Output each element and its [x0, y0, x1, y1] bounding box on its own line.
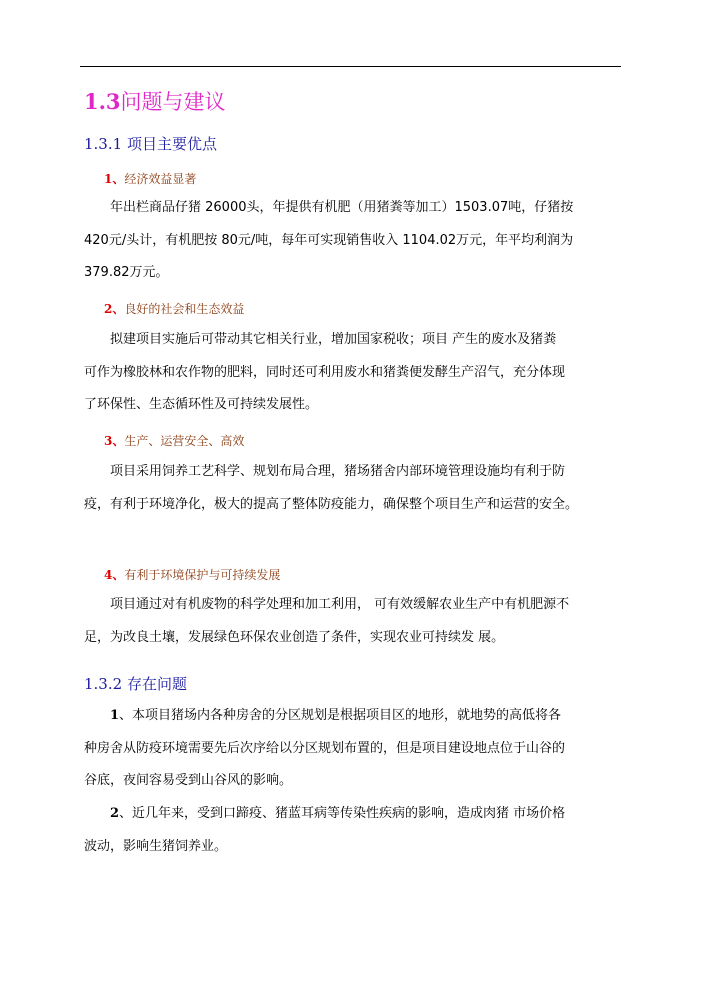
text-line: 波动，影响生猪饲养业。 [84, 838, 228, 854]
text-line: 、本项目猪场内各种房舍的分区规划是根据项目区的地形，就地势的高低将各 [119, 708, 562, 723]
item-number: 2 [110, 806, 120, 821]
subsection-number: 1.3.1 [84, 135, 123, 153]
text-line: 可作为橡胶林和农作物的肥料，同时还可利用废水和猪粪便发酵生产沼气，充分体现 [84, 364, 566, 380]
subsection-title: 项目主要优点 [126, 135, 217, 153]
item-number: 2、 [104, 302, 125, 316]
text-line: 年出栏商品仔猪 26000头，年提供有机肥（用猪粪等加工）1503.07吨，仔猪按 [110, 200, 574, 215]
item-number: 4、 [104, 568, 125, 582]
item-title: 经济效益显著 [124, 172, 197, 186]
text-line: 谷底，夜间容易受到山谷风的影响。 [84, 773, 293, 788]
item-title: 良好的社会和生态效益 [124, 302, 245, 316]
paragraph-economic [84, 192, 624, 290]
text-line: 种房舍从防疫环境需要先后次序给以分区规划布置的，但是项目建设地点位于山谷的 [84, 740, 566, 756]
item-title: 有利于环境保护与可持续发展 [124, 568, 281, 582]
paragraph-production [84, 456, 624, 521]
subsection-heading-problems [84, 673, 187, 694]
subsection-heading-advantages [84, 133, 217, 154]
item-heading-1 [104, 170, 196, 187]
text-line: 项目采用饲养工艺科学、规划布局合理，猪场猪舍内部环境管理设施均有利于防 [110, 464, 566, 479]
text-line: 拟建项目实施后可带动其它相关行业，增加国家税收；项目 产生的废水及猪粪 [110, 332, 557, 347]
item-title: 生产、运营安全、高效 [124, 434, 245, 448]
item-heading-2 [104, 300, 244, 317]
item-number: 1 [110, 708, 120, 723]
item-number: 3、 [104, 434, 125, 448]
item-heading-3 [104, 432, 244, 449]
item-number: 1、 [104, 172, 125, 186]
paragraph-social [84, 324, 624, 422]
paragraph-problem-2 [84, 798, 624, 863]
section-heading [84, 86, 226, 116]
item-heading-4 [104, 566, 280, 583]
text-line: 420元/头计，有机肥按 80元/吨，每年可实现销售收入 1104.02万元，年平均利润为 [84, 232, 574, 248]
section-title: 问题与建议 [120, 90, 226, 114]
subsection-title: 存在问题 [126, 675, 187, 693]
text-line: 足，为改良土壤，发展绿色环保农业创造了条件，实现农业可持续发 展。 [84, 629, 505, 645]
subsection-number: 1.3.2 [84, 675, 123, 693]
header-rule [80, 66, 621, 67]
text-line: 项目通过对有机废物的科学处理和加工利用， 可有效缓解农业生产中有机肥源不 [110, 597, 570, 612]
text-line: 了环保性、生态循环性及可持续发展性。 [84, 397, 319, 412]
section-number: 1.3 [84, 89, 121, 114]
text-line: 379.82万元。 [84, 265, 169, 280]
paragraph-problem-1 [84, 700, 624, 798]
text-line: 、近几年来，受到口蹄疫、猪蓝耳病等传染性疾病的影响，造成肉猪 市场价格 [119, 806, 566, 821]
text-line: 疫，有利于环境净化，极大的提高了整体防疫能力，确保整个项目生产和运营的安全。 [84, 496, 579, 512]
paragraph-environment [84, 589, 624, 654]
